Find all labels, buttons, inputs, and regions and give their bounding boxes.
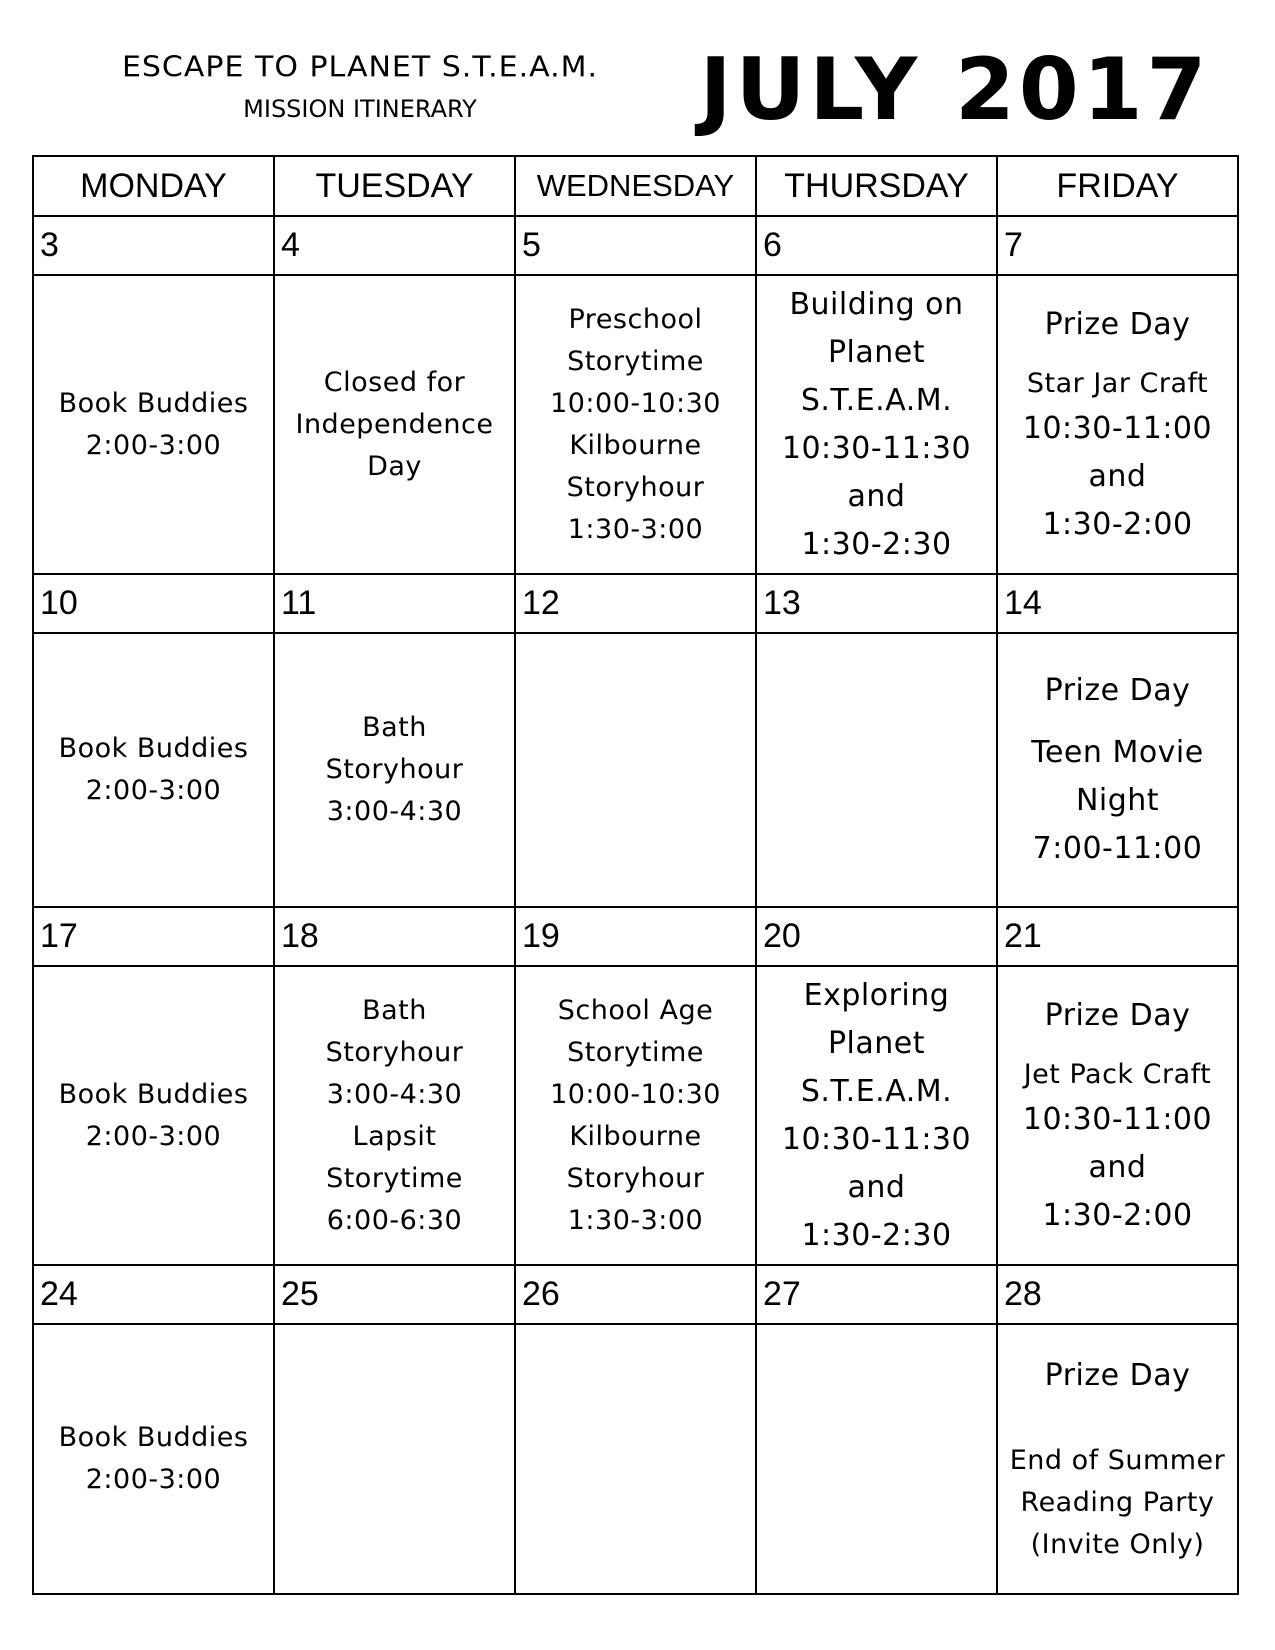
day-header-row	[33, 156, 1238, 216]
date-cell: 10	[33, 574, 274, 633]
event-line: 1:30-2:00	[1042, 1197, 1193, 1233]
date-cell: 17	[33, 907, 274, 966]
event-cell	[274, 275, 515, 574]
event-line: Star Jar Craft	[1026, 367, 1209, 399]
event-cell-empty	[756, 1324, 997, 1594]
day-header-thursday: THURSDAY	[756, 156, 997, 216]
event-line: Bath	[362, 712, 427, 743]
event-cell-empty	[756, 633, 997, 907]
event-line: Reading Party	[1020, 1487, 1215, 1518]
event-line: Planet	[827, 334, 926, 370]
event-line: Building on	[789, 286, 964, 322]
calendar-grid	[32, 155, 1239, 1595]
event-line: Book Buddies	[58, 1422, 249, 1453]
event-line: Independence	[295, 408, 494, 440]
date-cell: 18	[274, 907, 515, 966]
event-line: Day	[367, 450, 422, 482]
event-row-week-4	[33, 1324, 1238, 1594]
date-cell: 26	[515, 1265, 756, 1324]
day-header-friday: FRIDAY	[997, 156, 1238, 216]
date-cell: 24	[33, 1265, 274, 1324]
event-line: Book Buddies	[58, 387, 249, 419]
event-line: 2:00-3:00	[85, 775, 222, 806]
event-line: Bath	[362, 994, 427, 1026]
date-cell: 28	[997, 1265, 1238, 1324]
event-cell	[515, 275, 756, 574]
event-line: 3:00-4:30	[326, 1078, 463, 1110]
event-line: Storytime	[567, 345, 704, 377]
event-line: Kilbourne	[569, 1120, 702, 1152]
event-row-week-3	[33, 966, 1238, 1265]
date-cell: 20	[756, 907, 997, 966]
event-cell	[274, 633, 515, 907]
event-line: (Invite Only)	[1030, 1529, 1205, 1560]
event-cell	[274, 966, 515, 1265]
event-line: 10:30-11:00	[1022, 1101, 1213, 1137]
event-row-week-1	[33, 275, 1238, 574]
date-cell: 13	[756, 574, 997, 633]
event-line: Closed for	[323, 366, 466, 398]
date-row-week-2	[33, 574, 1238, 633]
date-cell: 11	[274, 574, 515, 633]
event-line: 1:30-2:30	[801, 1217, 952, 1253]
date-row-week-3	[33, 907, 1238, 966]
event-line: Prize Day	[1044, 306, 1191, 342]
month-title: JULY 2017	[699, 40, 1211, 140]
event-cell	[33, 966, 274, 1265]
event-line: 1:30-3:00	[567, 513, 704, 545]
event-cell	[997, 275, 1238, 574]
date-cell: 27	[756, 1265, 997, 1324]
event-line: 1:30-2:30	[801, 526, 952, 562]
date-cell: 19	[515, 907, 756, 966]
event-cell	[33, 1324, 274, 1594]
header-left	[60, 50, 660, 123]
date-cell: 25	[274, 1265, 515, 1324]
event-line: S.T.E.A.M.	[800, 1073, 953, 1109]
date-cell: 6	[756, 216, 997, 275]
event-row-week-2	[33, 633, 1238, 907]
event-line: 2:00-3:00	[85, 1464, 222, 1495]
event-cell-empty	[515, 633, 756, 907]
event-line: 10:00-10:30	[550, 1078, 721, 1110]
day-header-tuesday: TUESDAY	[274, 156, 515, 216]
event-line: Teen Movie	[1031, 735, 1204, 770]
event-line: 10:30-11:30	[781, 430, 972, 466]
date-row-week-4	[33, 1265, 1238, 1324]
date-cell: 12	[515, 574, 756, 633]
date-cell: 21	[997, 907, 1238, 966]
event-line: 7:00-11:00	[1032, 831, 1203, 866]
event-line: 1:30-3:00	[567, 1204, 704, 1236]
event-line: Prize Day	[1044, 673, 1191, 708]
event-line: Storytime	[567, 1036, 704, 1068]
event-line: 3:00-4:30	[326, 796, 463, 827]
event-line: Storyhour	[566, 471, 705, 503]
event-line: Jet Pack Craft	[1023, 1058, 1212, 1090]
event-line: Kilbourne	[569, 429, 702, 461]
date-row-week-1	[33, 216, 1238, 275]
date-cell: 7	[997, 216, 1238, 275]
event-line: 10:30-11:00	[1022, 410, 1213, 446]
event-cell	[756, 275, 997, 574]
event-line: Exploring	[803, 977, 950, 1013]
event-line: 2:00-3:00	[85, 429, 222, 461]
event-line: Prize Day	[1044, 1358, 1191, 1393]
event-line: 10:00-10:30	[550, 387, 721, 419]
event-cell	[33, 275, 274, 574]
event-line: S.T.E.A.M.	[800, 382, 953, 418]
event-cell	[997, 1324, 1238, 1594]
event-line: Book Buddies	[58, 1078, 249, 1110]
event-line: School Age	[557, 994, 714, 1026]
day-header-monday: MONDAY	[33, 156, 274, 216]
event-cell	[756, 966, 997, 1265]
event-line: Storytime	[326, 1162, 463, 1194]
event-cell	[997, 966, 1238, 1265]
event-line: 6:00-6:30	[326, 1204, 463, 1236]
event-line: Lapsit	[352, 1120, 437, 1152]
program-title: ESCAPE TO PLANET S.T.E.A.M.	[121, 50, 599, 85]
event-line: Storyhour	[325, 1036, 464, 1068]
event-line: Night	[1075, 783, 1160, 818]
event-line: Prize Day	[1044, 997, 1191, 1033]
program-subtitle: MISSION ITINERARY	[243, 95, 477, 123]
event-line: and	[1088, 458, 1147, 494]
event-cell-empty	[274, 1324, 515, 1594]
event-line: 10:30-11:30	[781, 1121, 972, 1157]
event-cell	[997, 633, 1238, 907]
event-line: and	[847, 1169, 906, 1205]
date-cell: 3	[33, 216, 274, 275]
date-cell: 4	[274, 216, 515, 275]
day-header-wednesday: WEDNESDAY	[515, 156, 756, 216]
event-line: Planet	[827, 1025, 926, 1061]
event-line: and	[847, 478, 906, 514]
event-line: 2:00-3:00	[85, 1120, 222, 1152]
event-line: Storyhour	[566, 1162, 705, 1194]
event-cell	[515, 966, 756, 1265]
event-cell	[33, 633, 274, 907]
event-cell-empty	[515, 1324, 756, 1594]
event-line: Storyhour	[325, 754, 464, 785]
date-cell: 14	[997, 574, 1238, 633]
event-line: Book Buddies	[58, 733, 249, 764]
event-line: Preschool	[568, 303, 703, 335]
date-cell: 5	[515, 216, 756, 275]
event-line: End of Summer	[1009, 1445, 1226, 1476]
event-line: 1:30-2:00	[1042, 506, 1193, 542]
event-line: and	[1088, 1149, 1147, 1185]
